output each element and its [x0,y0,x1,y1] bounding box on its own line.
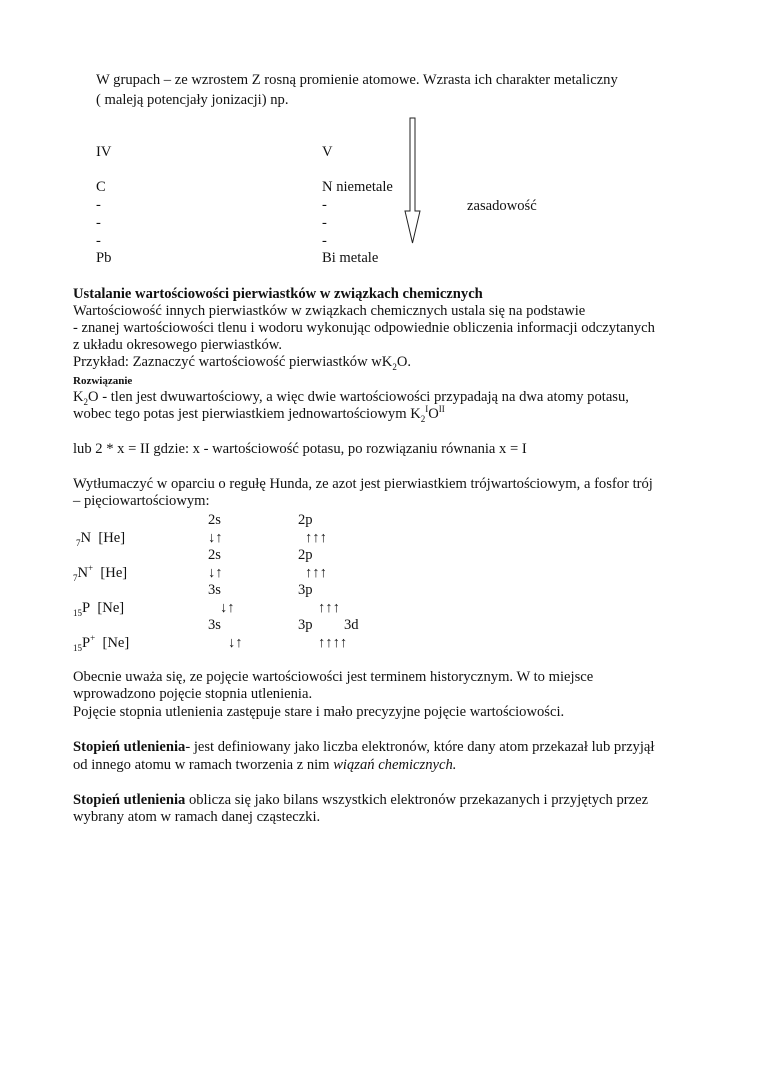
subscript: 2 [420,413,426,424]
atom-label [73,634,129,652]
subshell-label: 3p [298,617,313,633]
equation-line: lub 2 * x = II gdzie: x - wartościowość potasu, po rozwiązaniu równania x = I [73,441,527,457]
atom-label [73,599,124,617]
subshell-label: 2s [208,547,221,563]
subshell-label: 3p [298,582,313,598]
subshell-label: 3s [208,582,221,598]
s-electrons: ↓↑ [208,565,223,581]
group-element: - [96,233,101,249]
group-header: IV [96,144,112,160]
text-line: z układu okresowego pierwiastków. [73,337,282,353]
core-config: [Ne] [102,635,130,651]
atomic-number: 7 [73,572,78,583]
group-element: - [96,197,101,213]
text: O - tlen jest dwuwartościowy, a więc dwie wartościowości przypadają na dwa atomy potasu, [88,389,629,405]
element-symbol: P [82,635,91,651]
text-line: Obecnie uważa się, ze pojęcie wartościowości jest terminem historycznym. W to miejsce [73,669,594,685]
element-symbol: N [80,530,92,546]
subshell-label: 2p [298,512,313,528]
text-line: Pojęcie stopnia utlenienia zastępuje stare i mało precyzyjne pojęcie wartościowości. [73,704,565,720]
term: Stopień utlenienia [73,792,186,808]
solution-line [73,405,445,423]
italic-text: wiązań chemicznych. [333,757,457,773]
superscript: I [425,404,429,415]
text-line: Wartościowość innych pierwiastków w związkach chemicznych ustala się na podstawie [73,303,586,319]
subshell-label: 2s [208,512,221,528]
charge: + [90,633,96,644]
text-line: – pięciowartościowym: [73,493,210,509]
s-electrons: ↓↑ [220,600,235,616]
down-arrow-icon [404,117,422,245]
subscript: 2 [392,361,397,372]
core-config: [He] [98,530,126,546]
subshell-label: 3d [344,617,359,633]
group-element: - [322,233,327,249]
text: K [73,389,84,405]
charge: + [88,563,94,574]
p-electrons: ↑↑↑↑ [318,635,348,651]
atomic-number: 7 [76,537,81,548]
example-text: Przykład: Zaznaczyć wartościowość pierwiastków wK [73,354,393,370]
group-element: - [322,197,327,213]
text: wobec tego potas jest pierwiastkiem jednowartościowym K [73,406,421,422]
definition-line [73,738,654,756]
definition-line [73,791,648,809]
element-symbol: N [77,565,89,581]
group-element: Pb [96,250,112,266]
group-element: C [96,179,106,195]
group-element: N niemetale [322,179,393,195]
term: Stopień utlenienia [73,739,186,755]
text: wybrany atom w ramach danej cząsteczki. [73,809,321,825]
s-electrons: ↓↑ [208,530,223,546]
group-element: Bi metale [322,250,379,266]
example-text: O. [396,354,412,370]
subscript: 2 [83,396,89,407]
text: oblicza się jako bilans wszystkich elektronów przekazanych i przyjętych przez [185,792,649,808]
intro-line: W grupach – ze wzrostem Z rosną promienie atomowe. Wzrasta ich charakter metaliczny [96,72,618,88]
text: O [428,406,439,422]
text: od innego atomu w ramach tworzenia z nim [73,757,334,773]
atom-label [73,564,127,582]
group-element: - [96,215,101,231]
intro-line: ( maleją potencjały jonizacji) np. [96,92,289,108]
p-electrons: ↑↑↑ [318,600,340,616]
core-config: [He] [100,565,128,581]
atomic-number: 15 [73,642,82,653]
text: - jest definiowany jako liczba elektronów, które dany atom przekazał lub przyjął [185,739,655,755]
group-element: - [322,215,327,231]
subshell-label: 2p [298,547,313,563]
element-symbol: P [82,600,91,616]
arrow-label: zasadowość [467,198,537,214]
text-line: wprowadzono pojęcie stopnia utlenienia. [73,686,313,702]
atomic-number: 15 [73,607,82,618]
definition-line [73,756,456,774]
core-config: [Ne] [97,600,125,616]
solution-line [73,388,629,406]
section-heading: Ustalanie wartościowości pierwiastków w związkach chemicznych [73,286,483,302]
solution-label: Rozwiązanie [73,375,133,387]
atom-label [76,529,125,547]
p-electrons: ↑↑↑ [305,530,327,546]
example-line [73,353,411,371]
text-line: Wytłumaczyć w oparciu o regułę Hunda, ze azot jest pierwiastkiem trójwartościowym, a fosfor trój [73,476,653,492]
s-electrons: ↓↑ [228,635,243,651]
subshell-label: 3s [208,617,221,633]
superscript: II [438,404,445,415]
text-line: - znanej wartościowości tlenu i wodoru wykonując odpowiednie obliczenia informacji odczytanych [73,320,655,336]
definition-line [73,808,320,826]
group-header: V [322,144,333,160]
p-electrons: ↑↑↑ [305,565,327,581]
